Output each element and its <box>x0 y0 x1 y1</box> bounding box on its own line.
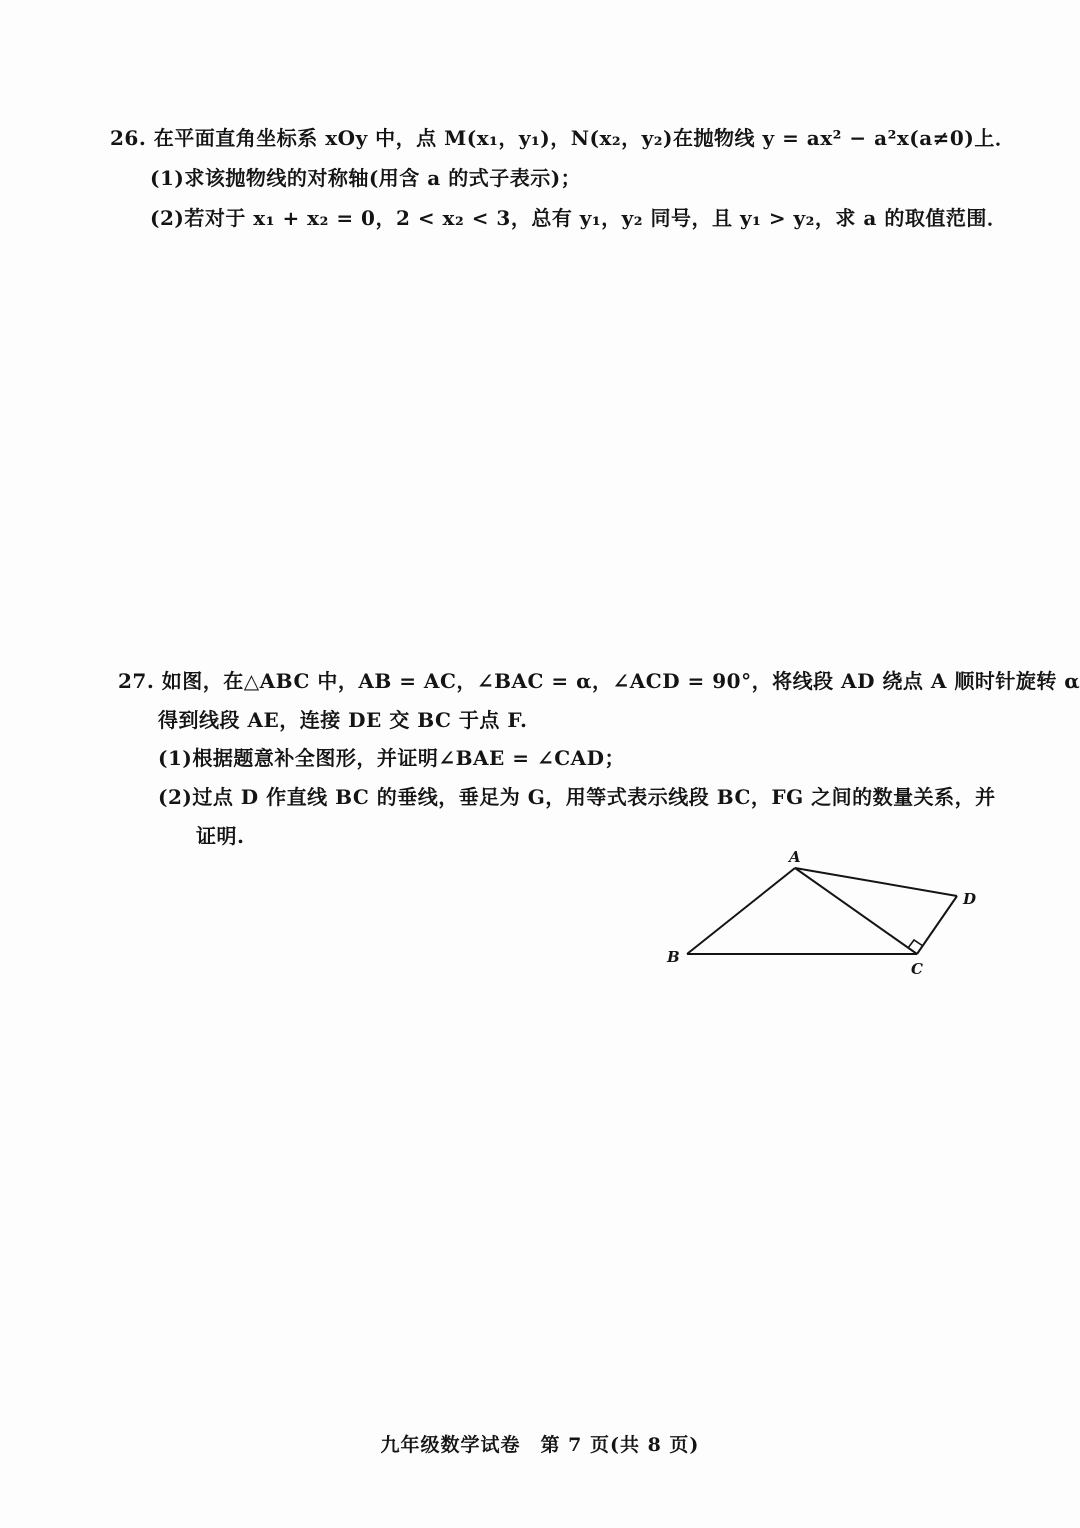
q26-number: 26. <box>110 126 147 150</box>
label-d: D <box>963 890 977 908</box>
segment-ad <box>795 868 957 896</box>
q26-part1: (1)求该抛物线的对称轴(用含 a 的式子表示)； <box>150 166 582 190</box>
q27-part1: (1)根据题意补全图形，并证明∠BAE = ∠CAD； <box>158 746 625 770</box>
label-a: A <box>789 848 801 866</box>
right-angle-mark <box>908 940 923 948</box>
segment-ab <box>687 868 795 954</box>
q27-stem-line1-text: 如图，在△ABC 中，AB = AC，∠BAC = α，∠ACD = 90°，将线段 AD 绕点 A 顺时针旋转 α <box>161 669 1080 693</box>
page-footer: 九年级数学试卷 第 7 页(共 8 页) <box>380 1434 700 1456</box>
q27-part2-line2: 证明. <box>196 824 245 848</box>
triangle-figure <box>655 842 985 982</box>
q27-part2-line1: (2)过点 D 作直线 BC 的垂线，垂足为 G，用等式表示线段 BC，FG 之间的数量关系，并 <box>158 785 996 809</box>
q27-stem-line1 <box>118 665 1080 694</box>
triangle-figure-svg <box>655 842 985 982</box>
segment-ac <box>795 868 917 954</box>
q27-stem-line2: 得到线段 AE，连接 DE 交 BC 于点 F. <box>158 708 528 732</box>
q26-stem-line <box>110 122 1015 151</box>
q26-part2: (2)若对于 x₁ + x₂ = 0，2 < x₂ < 3，总有 y₁，y₂ 同号，且 y₁ > y₂，求 a 的取值范围． <box>150 206 1008 230</box>
label-b: B <box>667 948 680 966</box>
q26-stem: 在平面直角坐标系 xOy 中，点 M(x₁，y₁)，N(x₂，y₂)在抛物线 y = ax² − a²x(a≠0)上． <box>153 126 1016 150</box>
label-c: C <box>911 960 923 978</box>
q27-number: 27. <box>118 669 155 693</box>
